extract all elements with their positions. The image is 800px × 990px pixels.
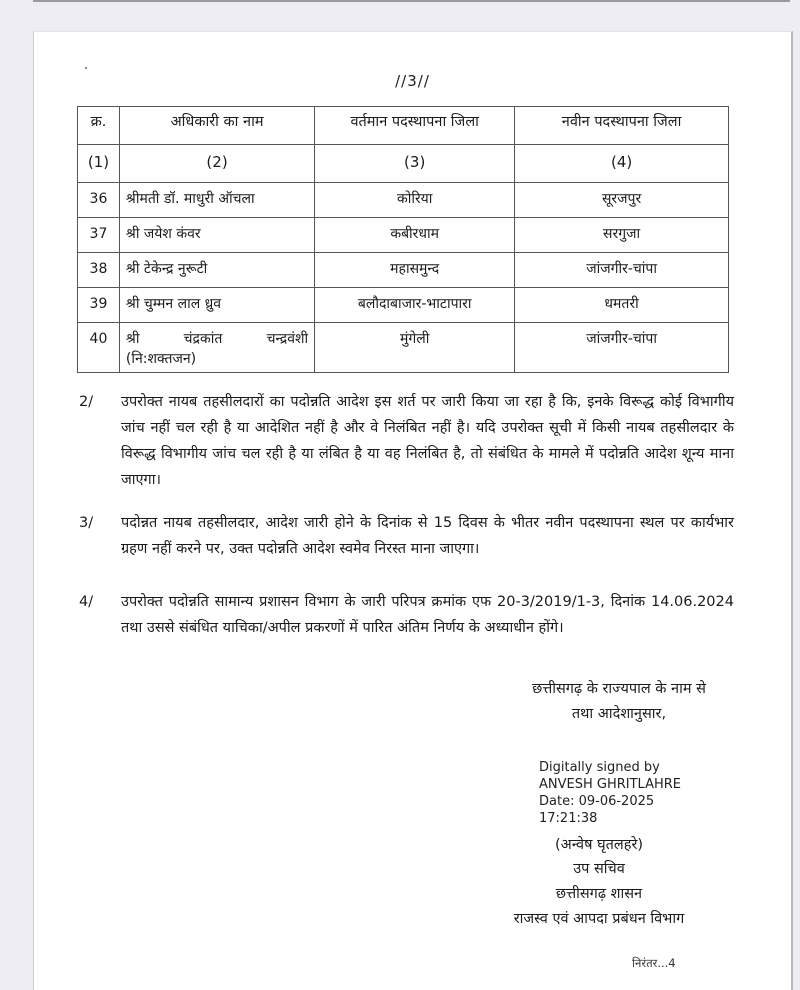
row-new-district: सूरजपुर bbox=[515, 183, 729, 218]
row-current-district: महासमुन्द bbox=[315, 253, 515, 288]
paragraph-text: पदोन्नत नायब तहसीलदार, आदेश जारी होने के दिनांक से 15 दिवस के भीतर नवीन पदस्थापना स्थल पर कार्यभार ग्रहण नहीं करने पर, उक्त पदोन्नति आदेश स्वमेव निरस्त माना जाएगा। bbox=[121, 515, 734, 557]
row-current-district: मुंगेली bbox=[315, 323, 515, 373]
digital-signature-label: Digitally signed by bbox=[539, 760, 660, 775]
row-new-district: जांजगीर-चांपा bbox=[515, 253, 729, 288]
paragraph-text: उपरोक्त पदोन्नति सामान्य प्रशासन विभाग के जारी परिपत्र क्रमांक एफ 20-3/2019/1-3, दिनांक 14.06.2024 तथा उससे संबंधित याचिका/अपील प्रकरणों में पारित अंतिम निर्णय के अध्याधीन होंगे। bbox=[121, 594, 734, 636]
row-officer-name: श्री टेकेन्द्र नुरूटी bbox=[119, 253, 314, 288]
officer-name-line bbox=[126, 329, 308, 349]
paragraph-text: उपरोक्त नायब तहसीलदारों का पदोन्नति आदेश इस शर्त पर जारी किया जा रहा है कि, इनके विरूद्ध कोई विभागीय जांच नहीं चल रही है या आदेशित नहीं है और वे निलंबित नहीं है। यदि उपरोक्त सूची में किसी नायब तहसीलदार के विरूद्ध विभागीय जांच चल रही है या लंबित है या वह निलंबित है, तो संबंधित के मामले में पदोन्नति आदेश शून्य माना जाएगा। bbox=[121, 394, 734, 488]
colnum-1: (1) bbox=[78, 145, 120, 183]
document-page bbox=[33, 31, 793, 990]
digital-signature-block bbox=[539, 759, 681, 827]
row-officer-name bbox=[119, 323, 314, 373]
row-officer-name: श्रीमती डॉ. माधुरी ऑचला bbox=[119, 183, 314, 218]
name-part: श्री bbox=[125, 331, 140, 347]
row-new-district: जांजगीर-चांपा bbox=[515, 323, 729, 373]
header-new-district: नवीन पदस्थापना जिला bbox=[515, 107, 729, 145]
signatory-name: (अन्वेष घृतलहरे) bbox=[554, 837, 644, 853]
colnum-3: (3) bbox=[315, 145, 515, 183]
row-current-district: बलौदाबाजार-भाटापारा bbox=[315, 288, 515, 323]
scan-speck bbox=[85, 67, 87, 69]
row-current-district: कबीरधाम bbox=[315, 218, 515, 253]
officer-name-suffix: (नि:शक्तजन) bbox=[125, 351, 197, 367]
paragraph-2 bbox=[79, 389, 734, 493]
colnum-2: (2) bbox=[119, 145, 314, 183]
signatory-government: छत्तीसगढ़ शासन bbox=[555, 886, 643, 902]
row-serial: 38 bbox=[78, 253, 120, 288]
header-current-district: वर्तमान पदस्थापना जिला bbox=[315, 107, 515, 145]
authority-line-1: छत्तीसगढ़ के राज्यपाल के नाम से bbox=[532, 681, 706, 697]
paragraph-3 bbox=[79, 510, 734, 562]
row-serial: 37 bbox=[78, 218, 120, 253]
viewer-top-edge bbox=[33, 0, 790, 2]
name-part: चंद्रकांत bbox=[183, 331, 223, 347]
officer-posting-table bbox=[77, 106, 729, 373]
table-header-row bbox=[78, 107, 729, 145]
paragraph-number: 3/ bbox=[79, 515, 94, 531]
header-serial: क्र. bbox=[78, 107, 120, 145]
row-new-district: सरगुजा bbox=[515, 218, 729, 253]
table-row bbox=[78, 218, 729, 253]
row-officer-name: श्री चुम्मन लाल ध्रुव bbox=[119, 288, 314, 323]
row-new-district: धमतरी bbox=[515, 288, 729, 323]
paragraph-number: 2/ bbox=[79, 394, 94, 410]
paragraph-4 bbox=[79, 589, 734, 641]
column-number-row bbox=[78, 145, 729, 183]
table-row bbox=[78, 183, 729, 218]
paragraph-number: 4/ bbox=[79, 594, 94, 610]
signatory-designation: उप सचिव bbox=[573, 861, 625, 877]
page-marker: //3// bbox=[395, 72, 430, 90]
row-serial: 40 bbox=[78, 323, 120, 373]
digital-signature-signer: ANVESH GHRITLAHRE bbox=[539, 777, 681, 792]
continued-marker: निरंतर...4 bbox=[632, 956, 676, 970]
colnum-4: (4) bbox=[515, 145, 729, 183]
digital-signature-date: Date: 09-06-2025 bbox=[539, 794, 655, 809]
row-current-district: कोरिया bbox=[315, 183, 515, 218]
table-row bbox=[78, 323, 729, 373]
name-part: चन्द्रवंशी bbox=[266, 331, 309, 347]
signatory-department: राजस्व एवं आपदा प्रबंधन विभाग bbox=[513, 911, 685, 927]
authority-line-2: तथा आदेशानुसार, bbox=[571, 706, 667, 722]
row-serial: 39 bbox=[78, 288, 120, 323]
row-officer-name: श्री जयेश कंवर bbox=[119, 218, 314, 253]
header-officer-name: अधिकारी का नाम bbox=[119, 107, 314, 145]
row-serial: 36 bbox=[78, 183, 120, 218]
table-row bbox=[78, 253, 729, 288]
digital-signature-time: 17:21:38 bbox=[539, 811, 598, 826]
table-row bbox=[78, 288, 729, 323]
